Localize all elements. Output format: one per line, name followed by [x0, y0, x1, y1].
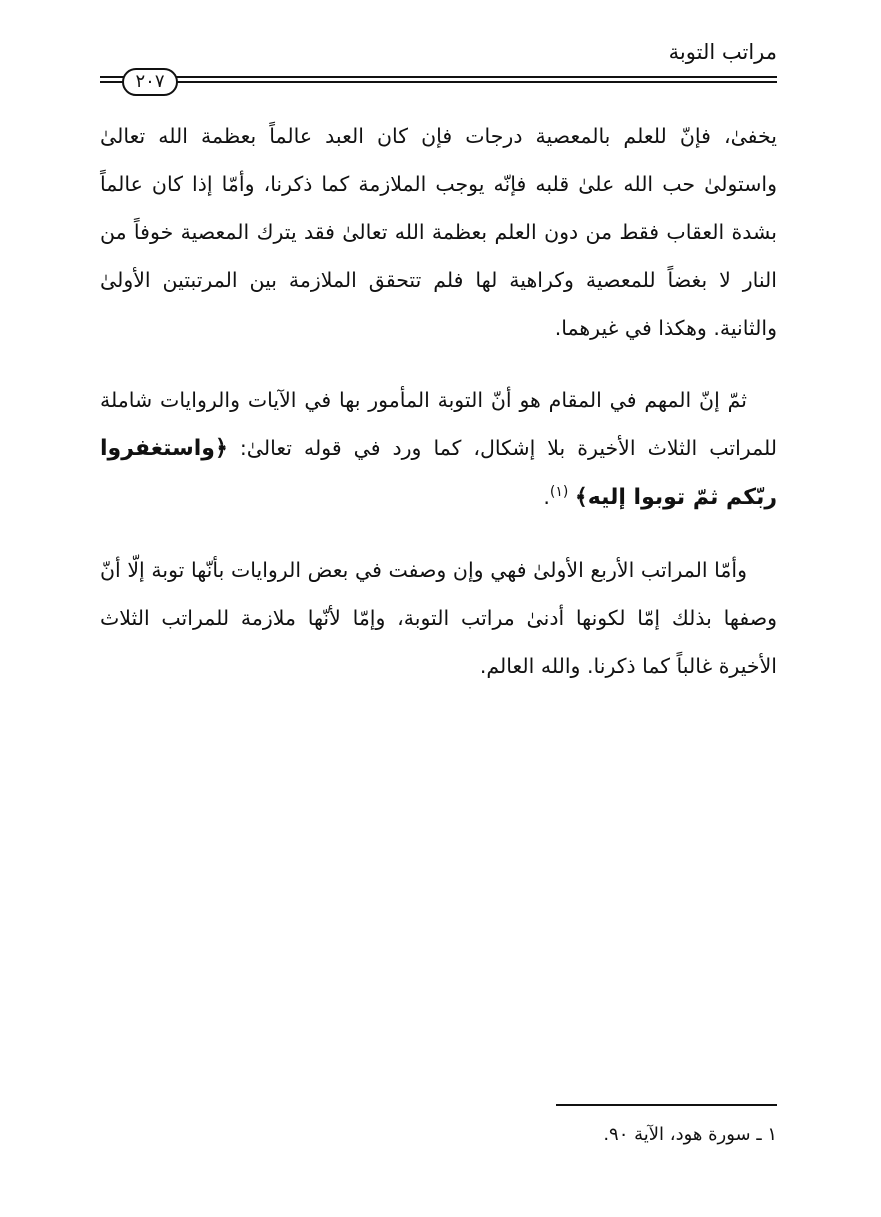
footnote-separator — [556, 1104, 777, 1106]
paragraph-3: وأمّا المراتب الأربع الأولىٰ فهي وإن وصفت في بعض الروايات بأنّها توبة إلّا أنّ وصفها بذلك إمّا لكونها أدنىٰ مراتب التوبة، وإمّا لأنّها ملازمة للمراتب الثلاث الأخيرة غالباً كما ذكرنا. والله العالم. — [100, 558, 777, 678]
paragraph-2 — [100, 376, 777, 522]
paragraph-2-text: ثمّ إنّ المهم في المقام هو أنّ التوبة المأمور بها في الآيات والروايات شاملة للمراتب الثلاث الأخيرة بلا إشكال، كما ورد في قوله تعالىٰ: — [100, 388, 777, 460]
paragraph-1: يخفىٰ، فإنّ للعلم بالمعصية درجات فإن كان العبد عالماً بعظمة الله تعالىٰ واستولىٰ حب الله علىٰ قلبه فإنّه يوجب الملازمة كما ذكرنا، وأمّا إذا كان عالماً بشدة العقاب فقط من دون العلم بعظمة الله تعالىٰ فقد يترك المعصية خوفاً من النار لا بغضاً للمعصية وكراهية لها فلم تتحقق الملازمة بين المرتبتين الأولىٰ والثانية. وهكذا في غيرهما. — [100, 124, 777, 340]
paragraph-2-end: . — [543, 485, 550, 509]
footnote-reference: (١) — [549, 484, 569, 501]
running-title: مراتب التوبة — [668, 40, 777, 64]
page-number: ٢٠٧ — [122, 68, 178, 96]
header-rule-top-line — [100, 76, 777, 78]
main-text — [100, 112, 777, 690]
header-rule-bottom-line — [100, 81, 777, 83]
footnote: ١ ـ سورة هود، الآية ٩٠. — [603, 1124, 777, 1145]
header-rule — [100, 76, 777, 90]
quran-verse: ﴿واستغفروا ربّكم ثمّ توبوا إليه﴾ — [100, 436, 777, 510]
